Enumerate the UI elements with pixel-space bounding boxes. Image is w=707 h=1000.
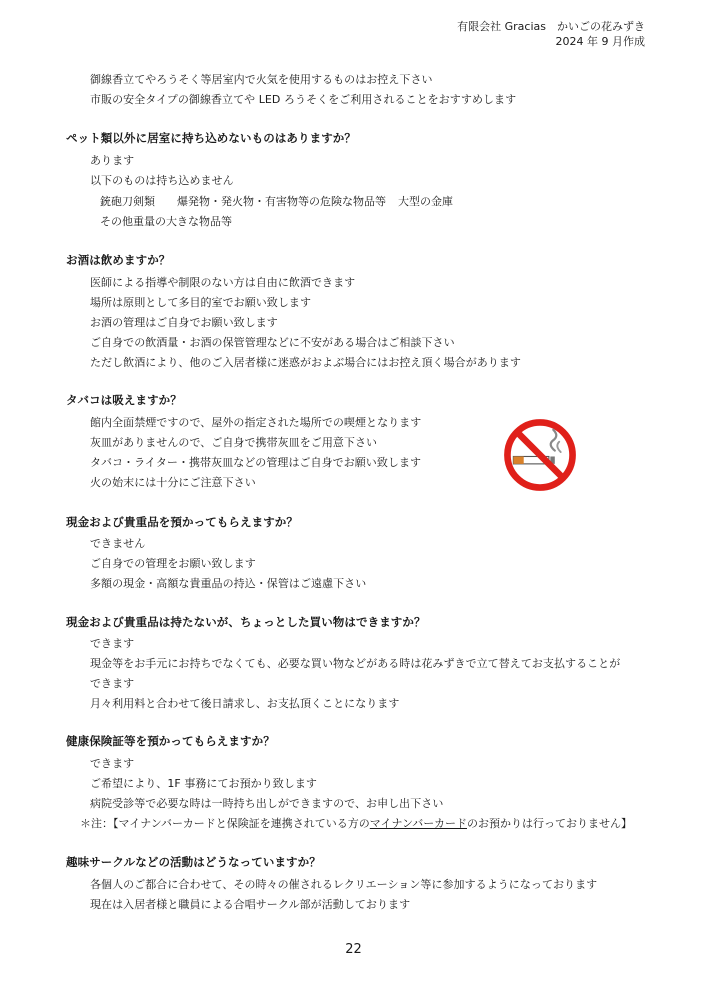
prohibited-item: 銃砲刀剣類 xyxy=(100,195,155,208)
note-line xyxy=(80,815,632,831)
question-heading: ペット類以外に居室に持ち込めないものはありますか？ xyxy=(66,131,356,145)
answer-line: 病院受診等で必要な時は一時持ち出しができますので、お申し出下さい xyxy=(90,797,444,810)
answer-line: 灰皿がありませんので、ご自身で携帯灰皿をご用意下さい xyxy=(90,436,378,449)
answer-line: ご自身での管理をお願い致します xyxy=(90,557,256,570)
answer-line: あります xyxy=(90,154,135,167)
prohibited-items xyxy=(100,193,453,209)
page-number: 22 xyxy=(345,942,362,957)
answer-line: 館内全面禁煙ですので、屋外の指定された場所での喫煙となります xyxy=(90,416,422,429)
note-suffix: のお預かりは行っておりません】 xyxy=(467,817,632,830)
answer-line: 現金等をお手元にお持ちでなくても、必要な買い物などがある時は花みずきで立て替えてお支払することが xyxy=(90,657,621,670)
answer-line: お酒の管理はご自身でお願い致します xyxy=(90,316,278,329)
answer-line: 医師による指導や制限のない方は自由に飲酒できます xyxy=(90,276,356,289)
answer-line: 現在は入居者様と職員による合唱サークル部が活動しております xyxy=(90,898,411,911)
answer-line: 各個人のご都合に合わせて、その時々の催されるレクリエーション等に参加するようになっております xyxy=(90,878,598,891)
note-prefix: ＊注：【マイナンバーカードと保険証を連携されている方の xyxy=(80,817,370,830)
question-heading: 現金および貴重品を預かってもらえますか？ xyxy=(66,515,298,529)
note-underlined: マイナンバーカード xyxy=(369,817,467,830)
answer-line: 場所は原則として多目的室でお願い致します xyxy=(90,296,311,309)
answer-line: 以下のものは持ち込めません xyxy=(90,174,234,187)
answer-line: ご希望により、1F 事務にてお預かり致します xyxy=(90,777,317,790)
prohibited-item: 大型の金庫 xyxy=(398,195,453,208)
prohibited-item: その他重量の大きな物品等 xyxy=(100,215,232,228)
answer-line: 多額の現金・高額な貴重品の持込・保管はご遠慮下さい xyxy=(90,577,367,590)
question-heading: 健康保険証等を預かってもらえますか？ xyxy=(66,734,275,748)
answer-line: できます xyxy=(90,677,135,690)
answer-line: できます xyxy=(90,637,135,650)
answer-line: ただし飲酒により、他のご入居者様に迷惑がおよぶ場合にはお控え頂く場合があります xyxy=(90,356,521,369)
answer-line: ご自身での飲酒量・お酒の保管管理などに不安がある場合はご相談下さい xyxy=(90,336,455,349)
question-heading: タバコは吸えますか？ xyxy=(66,393,182,407)
answer-line: できます xyxy=(90,757,135,770)
answer-line: できません xyxy=(90,537,146,550)
intro-line: 市販の安全タイプの御線香立てや LED ろうそくをご利用されることをおすすめします xyxy=(90,93,517,106)
answer-line: タバコ・ライター・携帯灰皿などの管理はご自身でお願い致します xyxy=(90,456,422,469)
question-heading: 趣味サークルなどの活動はどうなっていますか？ xyxy=(66,855,321,869)
question-heading: お酒は飲めますか？ xyxy=(66,253,171,267)
prohibited-item: 爆発物・発火物・有害物等の危険な物品等 xyxy=(177,195,386,208)
question-heading: 現金および貴重品は持たないが、ちょっとした買い物はできますか？ xyxy=(66,615,426,629)
header-date: 2024 年 9 月作成 xyxy=(555,35,645,48)
no-smoking-icon xyxy=(503,418,577,492)
header-company: 有限会社 Gracias かいごの花みずき xyxy=(457,20,645,33)
answer-line: 火の始末には十分にご注意下さい xyxy=(90,476,256,489)
intro-line: 御線香立てやろうそく等居室内で火気を使用するものはお控え下さい xyxy=(90,73,433,86)
answer-line: 月々利用料と合わせて後日請求し、お支払頂くことになります xyxy=(90,697,400,710)
